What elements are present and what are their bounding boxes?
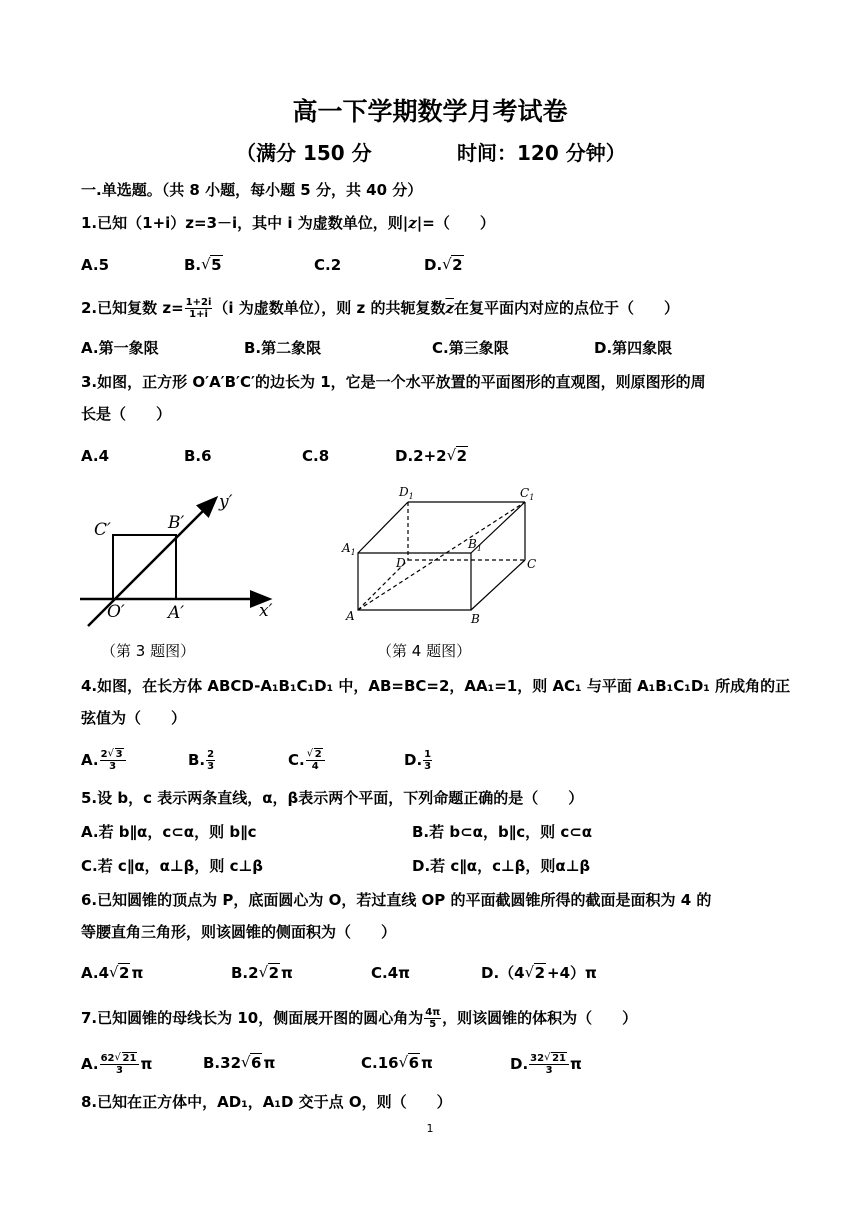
- label-b: B′: [168, 513, 185, 533]
- question-5-stem: 5.设 b，c 表示两条直线，α，β表示两个平面，下列命题正确的是（ ）: [81, 789, 584, 807]
- question-3-line-2: 长是（ ）: [81, 405, 172, 423]
- label-y: y′: [219, 492, 233, 512]
- question-3-line-1: 3.如图，正方形 O′A′B′C′的边长为 1，它是一个水平放置的平面图形的直观图，则原图形的周: [81, 373, 706, 391]
- q5-option-a: A.若 b∥α，c⊂α，则 b∥c: [81, 823, 257, 841]
- figure-4-cuboid: [340, 480, 540, 630]
- label-b1: $B_1$: [468, 537, 482, 553]
- label-a: A: [346, 609, 355, 623]
- question-6-line-2: 等腰直角三角形，则该圆锥的侧面积为（ ）: [81, 923, 397, 941]
- label-a: A′: [168, 603, 185, 623]
- q2-option-c: C.第三象限: [432, 339, 509, 357]
- q1-option-a: A.5: [81, 256, 110, 274]
- label-c: C: [527, 557, 537, 571]
- q4-option-b: B. $\frac{2}{3}$: [188, 749, 215, 772]
- q5-option-b: B.若 b⊂α，b∥c，则 c⊂α: [412, 823, 593, 841]
- q7-option-c: C.16 √ 6 π: [361, 1053, 433, 1073]
- label-d1: $D_1$: [399, 485, 414, 501]
- question-2-stem: 2.已知复数 z= $\frac{1+2i}{1+i}$ （i 为虚数单位），则 z 的共轭复数$\overline{z}$在复平面内对应的点位于（ ）: [81, 297, 679, 320]
- label-d: D: [396, 556, 406, 570]
- question-6-line-1: 6.已知圆锥的顶点为 P，底面圆心为 O，若过直线 OP 的平面截圆锥所得的截面是面积为 4 的: [81, 891, 712, 909]
- square: [113, 535, 176, 599]
- q1-option-c: C.2: [314, 256, 342, 274]
- page-title: 高一下学期数学月考试卷: [292, 97, 568, 126]
- label-o: O′: [107, 602, 125, 622]
- label-b: B: [471, 612, 480, 626]
- section-header: 一.单选题。（共 8 小题，每小题 5 分，共 40 分）: [81, 181, 423, 199]
- score-info: （满分 150 分: [236, 141, 372, 165]
- q2-option-b: B.第二象限: [244, 339, 322, 357]
- q7-option-d: D. $\frac{32 √ 21}{3}$ π: [510, 1053, 582, 1076]
- label-x: x′: [259, 601, 273, 621]
- figure-4-caption: （第 4 题图）: [377, 642, 472, 660]
- time-info: 时间：120 分钟）: [457, 141, 626, 165]
- q3-option-a: A.4: [81, 447, 110, 465]
- q4-option-c: C. √ $\frac{2}{4}$: [288, 749, 326, 772]
- question-4-line-1: 4.如图，在长方体 ABCD-A₁B₁C₁D₁ 中，AB=BC=2，AA₁=1，则 AC₁ 与平面 A₁B₁C₁D₁ 所成角的正: [81, 677, 791, 695]
- q1-option-b: B. √ 5: [184, 255, 224, 275]
- q6-option-d: D.（4 √ 2 +4）π: [481, 963, 597, 983]
- question-8-stem: 8.已知在正方体中，AD₁，A₁D 交于点 O，则（ ）: [81, 1093, 452, 1111]
- q1-option-d: D. √ 2: [424, 255, 465, 275]
- q7-option-a: A. $\frac{62 √ 21}{3}$ π: [81, 1053, 152, 1076]
- q6-option-a: A.4 √ 2 π: [81, 963, 143, 983]
- q3-option-c: C.8: [302, 447, 330, 465]
- figure-3-caption: （第 3 题图）: [101, 642, 196, 660]
- label-c: C′: [94, 520, 111, 540]
- q4-option-d: D. $\frac{1}{3}$: [404, 749, 432, 772]
- front-face: [358, 553, 471, 610]
- question-4-line-2: 弦值为（ ）: [81, 709, 187, 727]
- q2-option-a: A.第一象限: [81, 339, 159, 357]
- q5-option-d: D.若 c∥α，c⊥β，则α⊥β: [412, 857, 591, 875]
- q5-option-c: C.若 c∥α，α⊥β，则 c⊥β: [81, 857, 263, 875]
- q3-option-d: D.2+2 √ 2: [395, 446, 469, 466]
- label-c1: $C_1$: [520, 486, 535, 502]
- question-7-stem: 7.已知圆锥的母线长为 10，侧面展开图的圆心角为 $\frac{4\pi}{5}$ ，则该圆锥的体积为（ ）: [81, 1007, 638, 1030]
- q6-option-c: C.4π: [371, 964, 411, 982]
- q3-option-b: B.6: [184, 447, 212, 465]
- page-number: 1: [426, 1122, 434, 1135]
- q6-option-b: B.2 √ 2 π: [231, 963, 293, 983]
- diagonal-ac1: [358, 502, 525, 610]
- question-1-stem: 1.已知（1+i）z=3－i，其中 i 为虚数单位，则|z|=（ ）: [81, 214, 495, 232]
- q2-option-d: D.第四象限: [594, 339, 673, 357]
- q7-option-b: B.32 √ 6 π: [203, 1053, 275, 1073]
- q4-option-a: A. $\frac{2 √ 3}{3}$: [81, 749, 127, 772]
- label-a1: $A_1$: [342, 541, 356, 557]
- figure-3-oblique-square: [78, 485, 278, 630]
